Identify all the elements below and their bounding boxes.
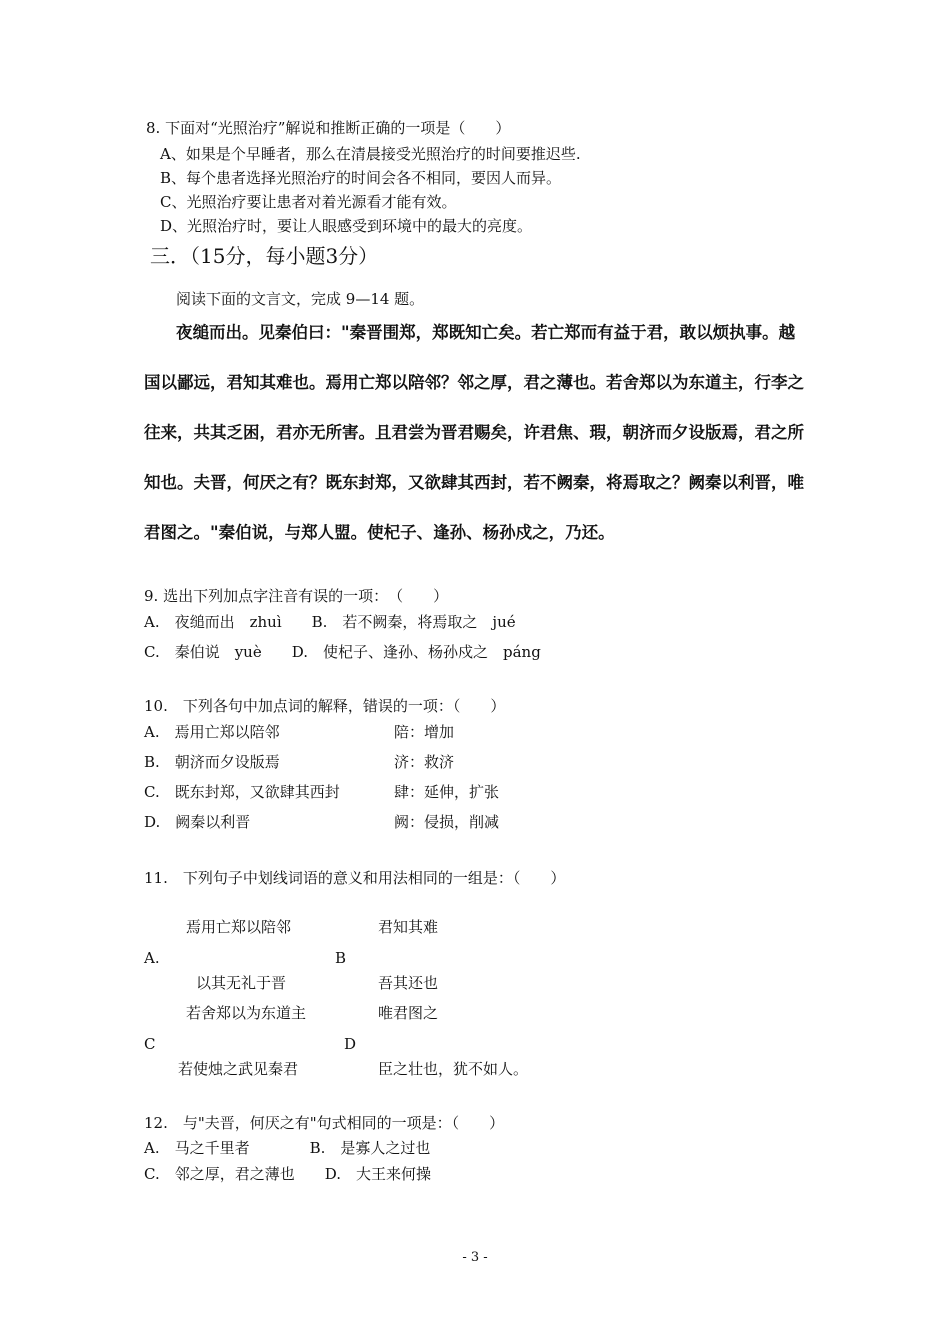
q11-b-label: B <box>335 949 347 967</box>
q10-item-c-gloss: 肆：延伸，扩张 <box>394 783 500 801</box>
q10-stem: 10. 下列各句中加点词的解释，错误的一项：（ ） <box>144 697 506 715</box>
q10-item-b-gloss: 济：救济 <box>394 753 455 771</box>
q9-options-row1: A. 夜缒而出 zhuì B. 若不阙秦，将焉取之 jué <box>144 613 516 631</box>
q11-c-bottom: 若使烛之武见秦君 <box>178 1060 299 1078</box>
q11-c-top: 若舍郑以为东道主 <box>186 1004 307 1022</box>
q10-item-a-gloss: 陪：增加 <box>394 723 455 741</box>
passage-line: 往来，共其乏困，君亦无所害。且君尝为晋君赐矣，许君焦、瑕，朝济而夕设版焉，君之所 <box>144 423 804 442</box>
q12-options-row2: C. 邻之厚，君之薄也 D. 大王来何操 <box>144 1165 431 1183</box>
q11-b-top: 君知其难 <box>378 918 439 936</box>
passage-line: 知也。夫晋，何厌之有？既东封郑，又欲肆其西封，若不阙秦，将焉取之？阙秦以利晋，唯 <box>144 473 804 492</box>
q8-option-c: C、光照治疗要让患者对着光源看才能有效。 <box>160 193 457 211</box>
passage-line: 夜缒而出。见秦伯曰："秦晋围郑，郑既知亡矣。若亡郑而有益于君，敢以烦执事。越 <box>176 323 796 342</box>
passage-line: 国以鄙远，君知其难也。焉用亡郑以陪邻？邻之厚，君之薄也。若舍郑以为东道主，行李之 <box>144 373 804 392</box>
q11-d-label: D <box>344 1035 357 1053</box>
q9-stem: 9. 选出下列加点字注音有误的一项： （ ） <box>144 587 449 605</box>
q10-item-b-sentence: B. 朝济而夕设版焉 <box>144 753 280 771</box>
q11-c-label: C <box>144 1035 156 1053</box>
q10-item-a-sentence: A. 焉用亡郑以陪邻 <box>144 723 280 741</box>
q11-stem: 11. 下列句子中划线词语的意义和用法相同的一组是：（ ） <box>144 869 566 887</box>
section-heading: 三．（15分，每小题3分） <box>150 244 379 268</box>
q10-item-d-sentence: D. 阙秦以利晋 <box>144 813 251 831</box>
q12-stem: 12. 与"夫晋，何厌之有"句式相同的一项是：（ ） <box>144 1114 505 1132</box>
q8-option-d: D、光照治疗时，要让人眼感受到环境中的最大的亮度。 <box>160 217 533 235</box>
q10-item-d-gloss: 阙：侵损，削减 <box>394 813 500 831</box>
q10-item-c-sentence: C. 既东封郑，又欲肆其西封 <box>144 783 340 801</box>
passage-line: 君图之。"秦伯说，与郑人盟。使杞子、逢孙、杨孙戍之，乃还。 <box>144 523 615 542</box>
q8-option-a: A、如果是个早睡者，那么在清晨接受光照治疗的时间要推迟些. <box>160 145 581 163</box>
q11-b-bottom: 吾其还也 <box>378 974 439 992</box>
q11-a-top: 焉用亡郑以陪邻 <box>186 918 292 936</box>
q12-options-row1: A. 马之千里者 B. 是寡人之过也 <box>144 1139 431 1157</box>
reading-instruction: 阅读下面的文言文，完成 9—14 题。 <box>176 290 425 308</box>
q11-a-bottom: 以其无礼于晋 <box>196 974 287 992</box>
q11-d-top: 唯君图之 <box>378 1004 439 1022</box>
q11-a-label: A. <box>144 949 160 967</box>
q11-d-bottom: 臣之壮也，犹不如人。 <box>378 1060 529 1078</box>
q9-options-row2: C. 秦伯说 yuè D. 使杞子、逢孙、杨孙戍之 páng <box>144 643 541 661</box>
q8-stem: 8. 下面对“光照治疗”解说和推断正确的一项是（ ） <box>146 119 511 137</box>
page-number: - 3 - <box>462 1250 488 1265</box>
q8-option-b: B、每个患者选择光照治疗的时间会各不相同，要因人而异。 <box>160 169 562 187</box>
